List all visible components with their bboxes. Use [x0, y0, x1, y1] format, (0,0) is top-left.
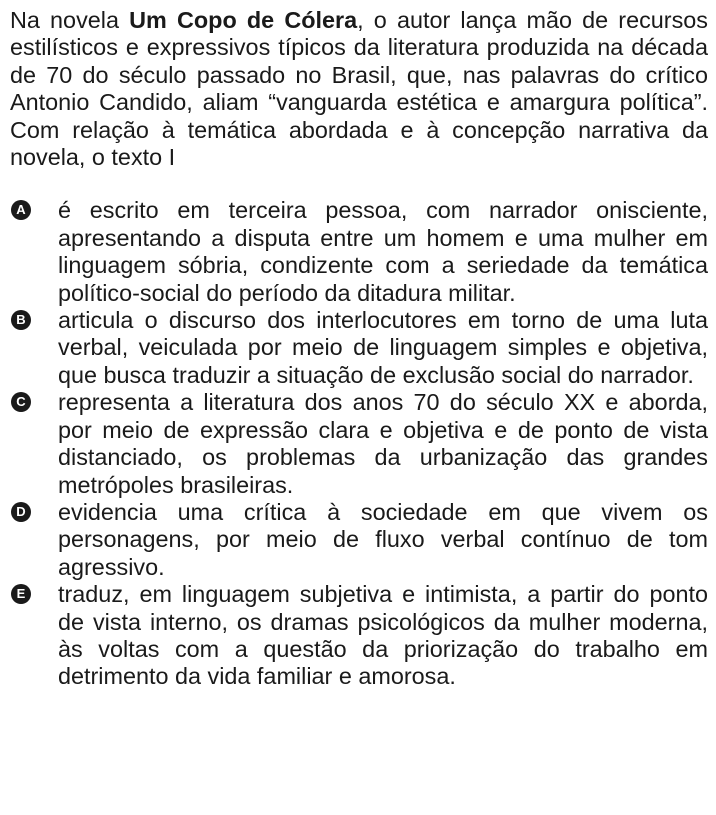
letter-e-icon: E	[11, 584, 31, 604]
option-text: articula o discurso dos interlocutores em torno de uma luta verbal, veiculada por meio de linguagem simples e objetiva, que busca traduzir a situação de exclusão social do narrador.	[58, 307, 708, 388]
letter-d-icon: D	[11, 502, 31, 522]
letter-b-icon: B	[11, 310, 31, 330]
option-text: traduz, em linguagem subjetiva e intimista, a partir do ponto de vista interno, os dramas psicológicos da mulher moderna, às voltas com a questão da priorização do trabalho em detrimento da vida familiar e amorosa.	[58, 581, 708, 690]
option-text: evidencia uma crítica à sociedade em que vivem os personagens, por meio de fluxo verbal contínuo de tom agressivo.	[58, 498, 708, 580]
option-text: é escrito em terceira pessoa, com narrador onisciente, apresentando a disputa entre um homem e uma mulher em linguagem sóbria, condizente com a seriedade da temática político-social do período da ditadura militar.	[58, 197, 708, 306]
answer-option-e[interactable]	[10, 581, 708, 691]
answer-option-d[interactable]	[10, 499, 708, 581]
option-text: representa a literatura dos anos 70 do século XX e aborda, por meio de expressão clara e objetiva e de ponto de vista distanciado, os problemas da urbanização das grandes metrópoles brasileiras.	[58, 389, 708, 498]
stem-intro: Na novela	[10, 7, 130, 33]
answer-option-b[interactable]	[10, 307, 708, 389]
book-title: Um Copo de Cólera	[129, 7, 358, 33]
question-stem	[10, 7, 708, 171]
answer-options	[10, 197, 708, 690]
answer-option-a[interactable]	[10, 197, 708, 307]
letter-c-icon: C	[11, 392, 31, 412]
stem-body: , o autor lança mão de recursos estilísticos e expressivos típicos da literatura produzida na década de 70 do século passado no Brasil, que, nas palavras do crítico Antonio Candido, aliam “vanguarda estética e amargura política”. Com relação à temática abordada e à concepção narrativa da novela, o texto I	[10, 7, 708, 171]
letter-a-icon: A	[11, 200, 31, 220]
answer-option-c[interactable]	[10, 389, 708, 499]
